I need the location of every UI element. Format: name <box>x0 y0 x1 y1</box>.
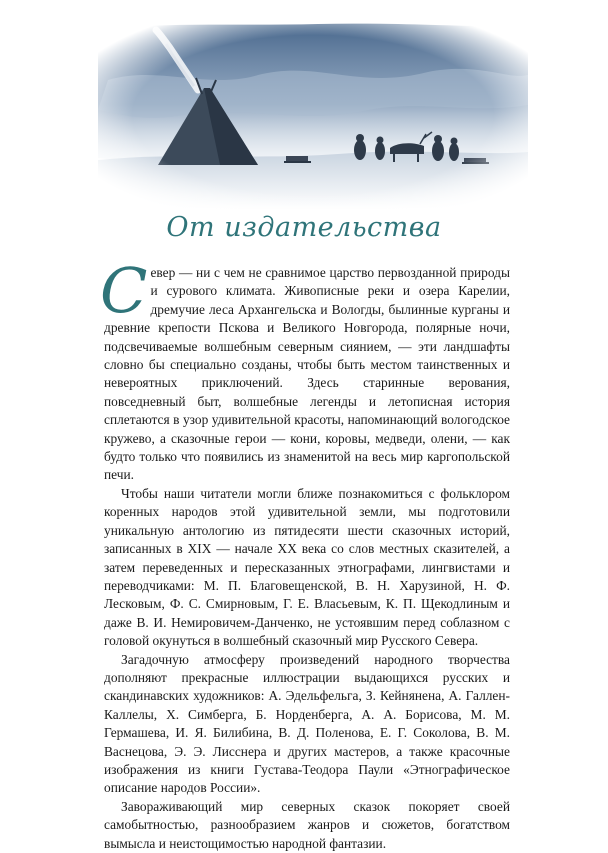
page-title: От издательства <box>166 212 442 243</box>
paragraph-1-text: евер — ни с чем не сравнимое царство первозданной природы и сурового климата. Живописные реки и озера Карелии, дремучие леса Архангельска и Вологды, былинные курганы и древние крепости Пскова и Великого Новгорода, полярные ночи, подсвечиваемые волшебным северным сиянием, — эти ландшафты словно бы специально созданы, чтобы быть местом таинственных и невероятных приключений. Здесь старинные верования, повседневный быт, волшебные легенды и летописная история сплетаются в узор удивительной красоты, напоминающий вологодское кружево, а сказочные герои — кони, коровы, медведи, олени, — как будто только что появились из знаменитой на весь мир каргопольской печи. <box>104 265 510 483</box>
header-illustration <box>98 20 528 210</box>
paragraph-2: Чтобы наши читатели могли ближе познакомиться с фольклором коренных народов этой удивительной земли, мы подготовили уникальную антологию из пятидесяти шести сказочных историй, записанных в XIX — начале XX века со слов местных сказителей, а затем переведенных и пересказанных этнографами, лингвистами и переводчиками: М. П. Благовещенской, В. Н. Харузиной, Н. Ф. Лесковым, Ф. С. Смирновым, Г. Е. Власьевым, К. П. Щекодлиным и даже В. И. Немировичем-Данченко, не устоявшим перед соблазном с головой окунуться в волшебный сказочный мир Русского Севера. <box>104 485 510 649</box>
paragraph-4: Завораживающий мир северных сказок покоряет своей самобытностью, разнообразием жанров и сюжетов, богатством вымысла и неистощимостью народной фантазии. <box>104 798 510 851</box>
tundra-chum-illustration <box>98 20 528 210</box>
article-body <box>100 254 510 853</box>
paragraph-3: Загадочную атмосферу произведений народного творчества дополняют прекрасные иллюстрации выдающихся русских и скандинавских художников: А. Эдельфельга, З. Кейнянена, А. Галлен-Каллелы, Х. Симберга, Б. Норденберга, А. А. Борисова, М. М. Гермашева, И. Я. Билибина, В. Д. Поленова, Е. Г. Соколова, В. М. Васнецова, Э. Э. Лисснера и других мастеров, а также красочные изображения из книги Густава-Теодора Паули «Этнографическое описание народов России». <box>104 651 510 796</box>
paragraph-1 <box>100 254 510 485</box>
drop-cap: С <box>100 254 148 327</box>
